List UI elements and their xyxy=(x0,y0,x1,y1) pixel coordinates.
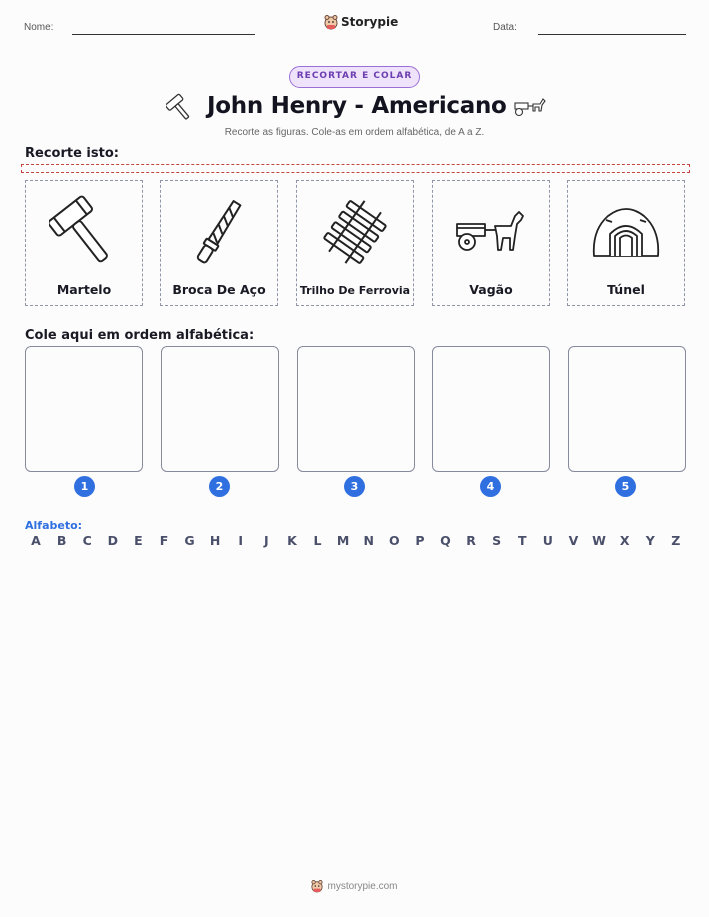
cut-card-label: Martelo xyxy=(56,282,112,297)
order-number: 2 xyxy=(209,476,230,497)
storypie-logo xyxy=(324,14,398,30)
cut-card-label: Vagão xyxy=(469,282,513,297)
date-label: Data: xyxy=(493,22,517,33)
paste-box-3[interactable] xyxy=(297,346,415,472)
title-row xyxy=(0,91,709,125)
alphabet-letter: V xyxy=(568,533,579,548)
paste-box-2[interactable] xyxy=(161,346,279,472)
alphabet-letter: P xyxy=(415,533,425,548)
cut-line xyxy=(21,164,690,173)
alphabet-letter: D xyxy=(107,533,118,548)
footer xyxy=(0,879,709,893)
alphabet-letter: K xyxy=(287,533,297,548)
cut-card-label: Broca De Aço xyxy=(172,282,266,297)
alphabet-letter: N xyxy=(363,533,374,548)
cut-card-broca[interactable] xyxy=(160,180,278,306)
tunnel-icon xyxy=(588,200,664,264)
alphabet-letter: I xyxy=(238,533,244,548)
alphabet-letter: T xyxy=(518,533,527,548)
worksheet-title: John Henry - Americano xyxy=(207,93,507,119)
alphabet-letter: A xyxy=(31,533,41,548)
brand-name: Storypie xyxy=(341,15,399,29)
alphabet-letter: E xyxy=(134,533,143,548)
cut-card-label: Túnel xyxy=(607,282,645,297)
name-label: Nome: xyxy=(24,22,54,33)
alphabet-letter: L xyxy=(313,533,322,548)
alphabet-letter: M xyxy=(336,533,350,548)
horse-wagon-icon xyxy=(513,95,547,119)
cut-card-martelo[interactable] xyxy=(25,180,143,306)
worksheet-header xyxy=(0,14,709,44)
cut-section-label: Recorte isto: xyxy=(25,146,119,161)
instructions: Recorte as figuras. Cole-as em ordem alfabética, de A a Z. xyxy=(224,127,485,138)
alphabet-letter: X xyxy=(619,533,630,548)
order-number: 4 xyxy=(480,476,501,497)
horse-wagon-icon xyxy=(453,202,529,262)
steel-drill-icon xyxy=(184,192,254,272)
railroad-track-icon xyxy=(315,197,395,267)
order-number: 3 xyxy=(344,476,365,497)
alphabet-letter: R xyxy=(466,533,476,548)
storypie-mascot-icon xyxy=(311,879,323,893)
alphabet-letter: S xyxy=(492,533,502,548)
cut-card-label: Trilho De Ferrovia xyxy=(299,284,411,297)
alphabet-letter: Z xyxy=(671,533,681,548)
name-field[interactable] xyxy=(72,34,255,35)
alphabet-letter: B xyxy=(56,533,67,548)
cut-card-tunel[interactable] xyxy=(567,180,685,306)
hammer-icon xyxy=(166,93,192,123)
date-field[interactable] xyxy=(538,34,686,35)
alphabet-letter: W xyxy=(592,533,606,548)
alphabet-letter: C xyxy=(82,533,92,548)
alphabet-letter: U xyxy=(542,533,553,548)
paste-box-4[interactable] xyxy=(432,346,550,472)
alphabet-letter: Q xyxy=(440,533,451,548)
order-number: 1 xyxy=(74,476,95,497)
order-number: 5 xyxy=(615,476,636,497)
cut-card-vagao[interactable] xyxy=(432,180,550,306)
paste-section-label: Cole aqui em ordem alfabética: xyxy=(25,328,255,343)
hammer-icon xyxy=(49,192,119,272)
alphabet-letter: J xyxy=(264,533,269,548)
alphabet-letter: H xyxy=(209,533,221,548)
alphabet-letter: F xyxy=(159,533,169,548)
alphabet-label: Alfabeto: xyxy=(25,519,83,532)
footer-site[interactable]: mystorypie.com xyxy=(327,880,398,892)
activity-type-badge: RECORTAR E COLAR xyxy=(289,66,420,88)
cut-card-trilho[interactable] xyxy=(296,180,414,306)
paste-box-1[interactable] xyxy=(25,346,143,472)
alphabet-row xyxy=(25,533,687,548)
storypie-mascot-icon xyxy=(324,14,338,30)
alphabet-letter: Y xyxy=(645,533,655,548)
alphabet-letter: G xyxy=(184,533,195,548)
paste-box-5[interactable] xyxy=(568,346,686,472)
alphabet-letter: O xyxy=(388,533,400,548)
